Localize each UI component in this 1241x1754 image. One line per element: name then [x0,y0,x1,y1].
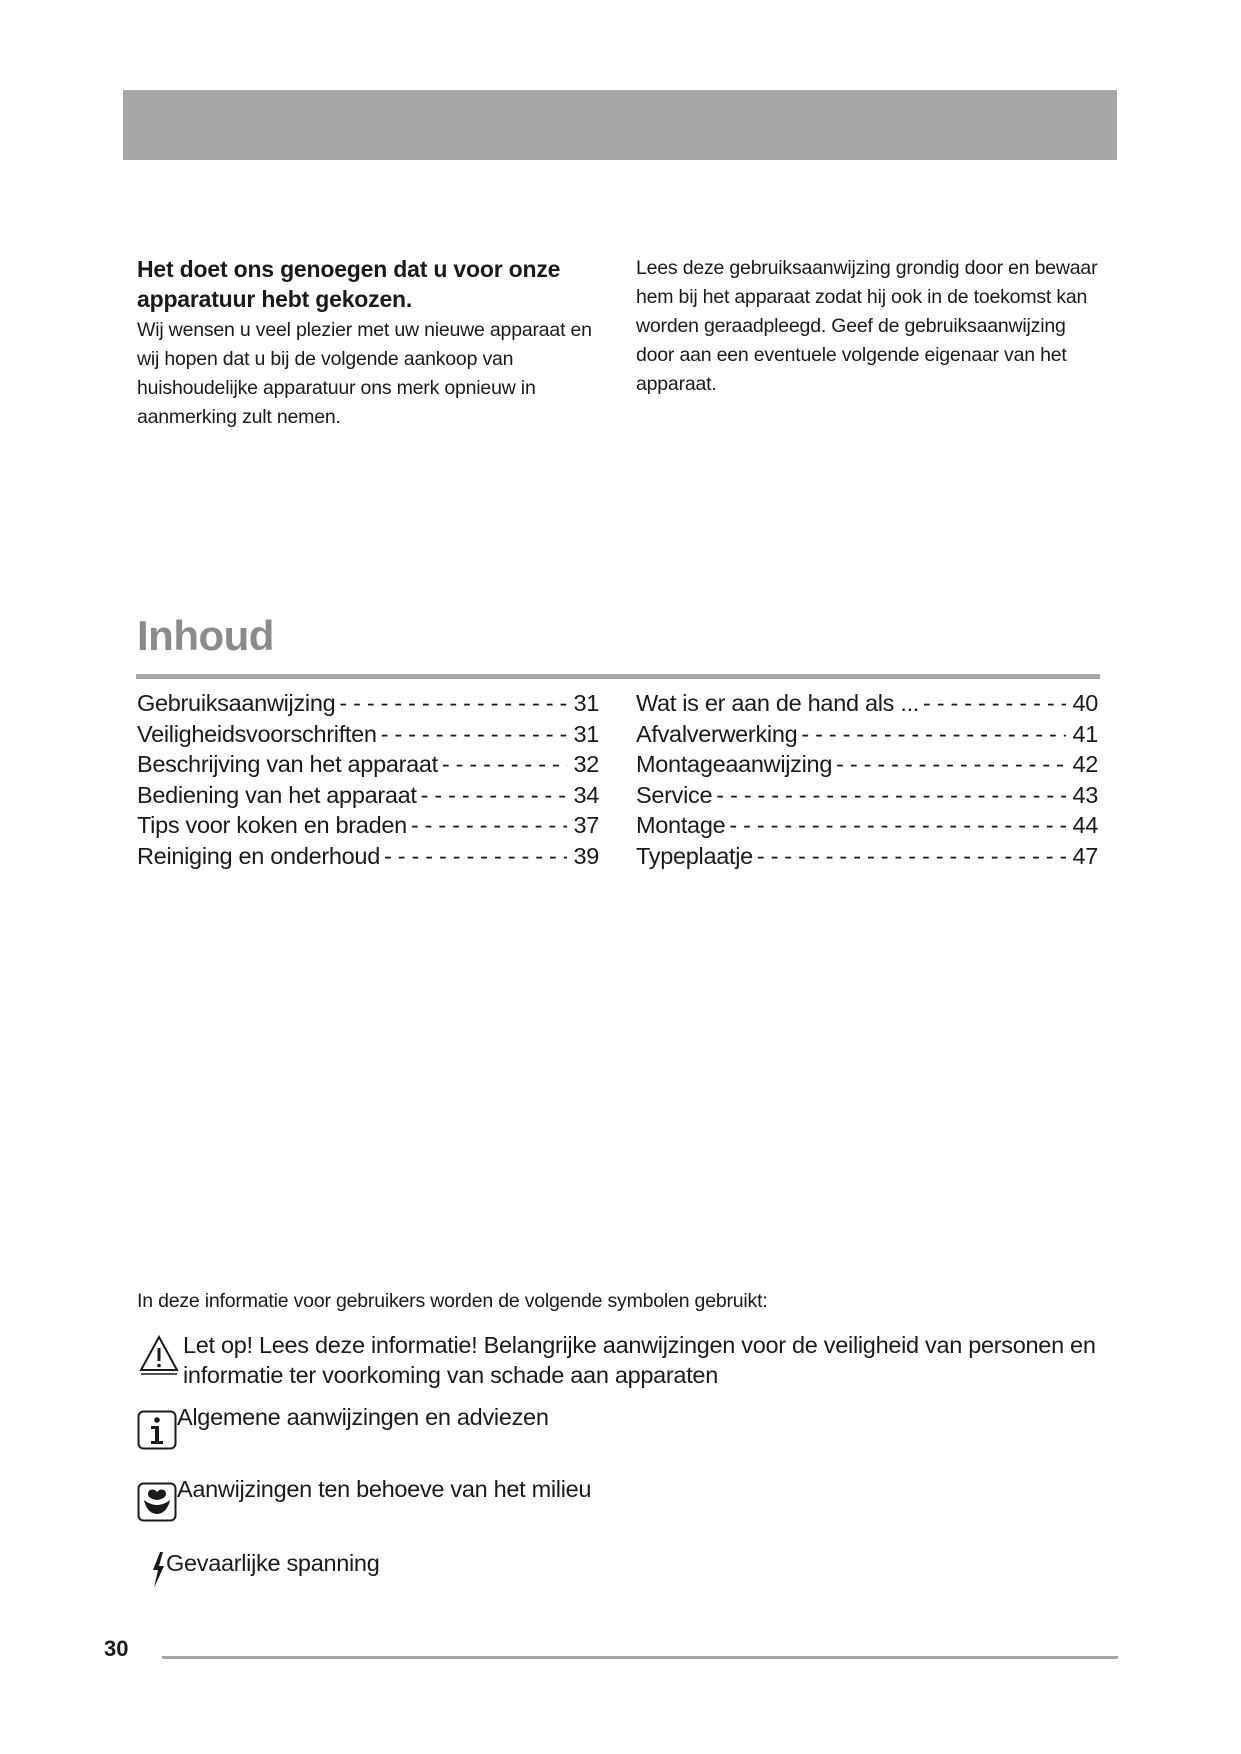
toc-item[interactable] [636,690,1098,721]
toc-item-page: 44 [1072,812,1098,838]
toc-item-page: 40 [1072,690,1098,716]
toc-item-label: Bediening van het apparaat [137,781,417,808]
toc-item-page: 32 [573,751,599,777]
toc-item-label: Montageaanwijzing [636,751,833,777]
info-icon [137,1410,177,1450]
toc-item-page: 31 [573,690,599,716]
toc-leader [339,690,567,717]
symbol-row-voltage [150,1548,379,1590]
page-number: 30 [104,1636,129,1661]
toc-item-label: Typeplaatje [636,842,753,869]
symbols-intro: In deze informatie voor gebruikers worden de volgende symbolen gebruikt: [137,1290,768,1312]
toc-leader [923,690,1066,717]
toc-item-page: 37 [573,812,599,838]
header-bar [123,90,1117,160]
toc-leader [411,812,568,839]
intro-right-text: Lees deze gebruiksaanwijzing grondig door en bewaar hem bij het apparaat zodat hij ook in de toekomst kan worden geraadpleegd. Geef de gebruiksaanwijzing door aan een eventuele volgende eigenaar van het apparaat. [636,257,1098,395]
toc-item[interactable] [137,751,599,782]
toc-item-page: 42 [1072,751,1098,777]
toc-title: Inhoud [137,612,274,659]
footer-divider [162,1656,1118,1659]
symbol-text: Let op! Lees deze informatie! Belangrijke aanwijzingen voor de veiligheid van personen en informatie ter voorkoming van schade aan apparaten [183,1332,1096,1388]
toc-leader [801,721,1066,748]
toc-leader [836,751,1066,778]
toc-item-page: 41 [1072,720,1098,747]
toc-leader [757,843,1067,870]
toc-leader [442,751,568,778]
toc-item[interactable] [137,721,599,752]
toc-item-page: 39 [573,842,599,869]
intro-left-column [137,254,613,432]
toc-item[interactable] [636,782,1098,813]
intro-left-text: Wij wensen u veel plezier met uw nieuwe apparaat en wij hopen dat u bij de volgende aankoop van huishoudelijke apparatuur ons merk opnieuw in aanmerking zult nemen. [137,319,592,428]
toc-item-label: Montage [636,812,726,838]
symbol-row-warning [137,1330,1101,1390]
toc-item-label: Veiligheidsvoorschriften [137,720,377,747]
toc-item[interactable] [137,782,599,813]
toc-item-label: Reiniging en onderhoud [137,842,380,869]
environment-icon [137,1482,177,1522]
toc-item-page: 47 [1072,842,1098,869]
toc-leader [729,812,1066,839]
toc-item-page: 43 [1072,781,1098,808]
toc-item[interactable] [636,721,1098,752]
toc-item-label: Beschrijving van het apparaat [137,751,438,777]
warning-triangle-icon [137,1332,181,1378]
toc-item-label: Afvalverwerking [636,720,798,747]
symbol-row-info [137,1402,549,1450]
toc-item-label: Tips voor koken en braden [137,812,407,838]
toc-item[interactable] [636,812,1098,843]
toc-item-label: Wat is er aan de hand als ... [636,690,920,716]
symbol-text: Aanwijzingen ten behoeve van het milieu [177,1476,592,1502]
toc-item-page: 31 [573,720,599,747]
toc-leader [384,843,567,870]
symbol-text: Algemene aanwijzingen en adviezen [177,1404,549,1430]
toc-item-label: Service [636,781,713,808]
lightning-icon [150,1550,166,1590]
toc-leader [716,782,1066,809]
toc-divider [136,674,1100,679]
toc-item[interactable] [137,690,599,721]
toc-right-column [636,690,1098,873]
toc-item[interactable] [636,843,1098,874]
toc-item[interactable] [137,812,599,843]
toc-item-page: 34 [573,781,599,808]
intro-right-column [636,254,1106,399]
toc-item-label: Gebruiksaanwijzing [137,690,336,716]
symbol-text: Gevaarlijke spanning [166,1550,380,1576]
toc-left-column [137,690,599,873]
toc-item[interactable] [636,751,1098,782]
intro-heading: Het doet ons genoegen dat u voor onze apparatuur hebt gekozen. [137,256,561,312]
toc-item[interactable] [137,843,599,874]
toc-leader [381,721,568,748]
symbol-row-environment [137,1474,591,1522]
toc-leader [421,782,568,809]
